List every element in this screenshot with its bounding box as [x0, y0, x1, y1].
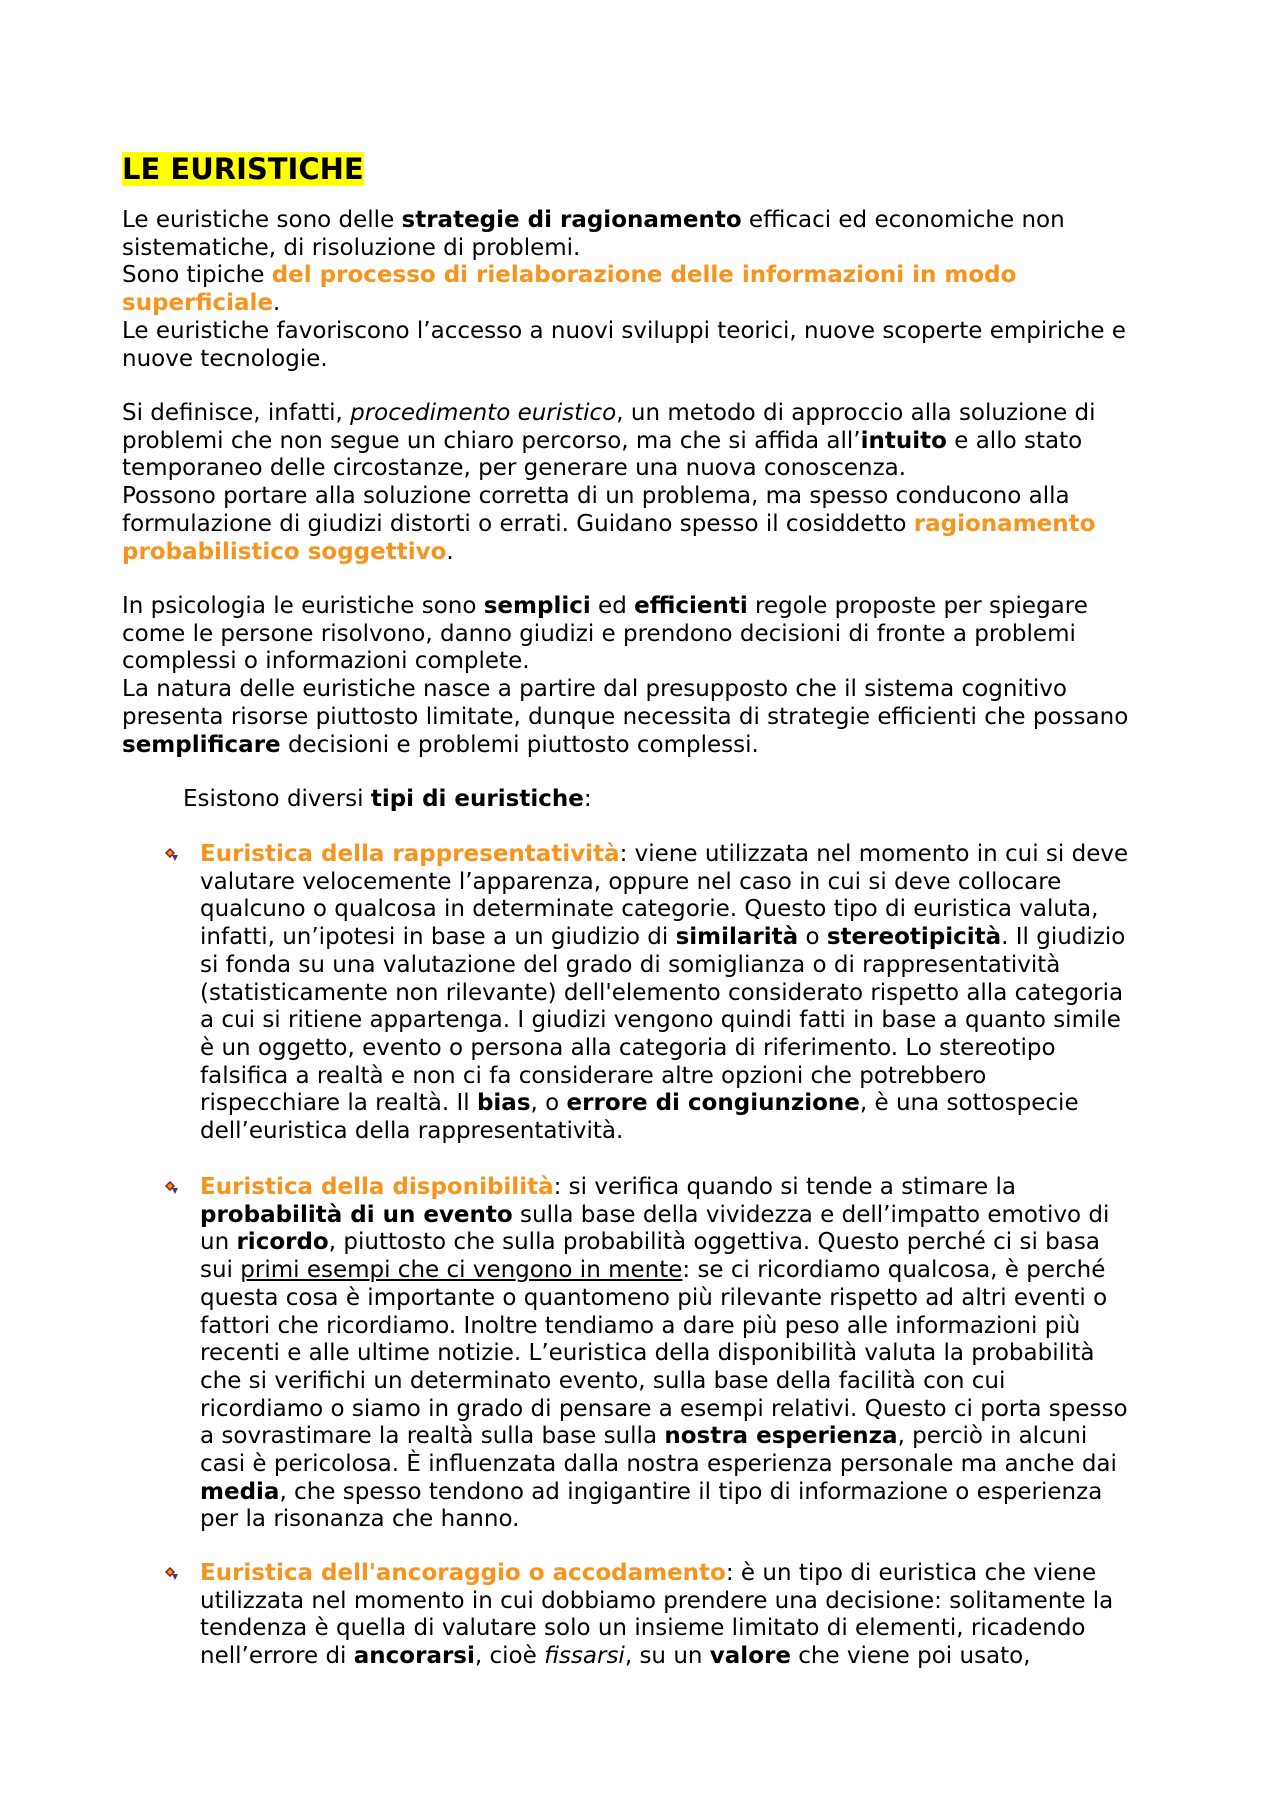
- paragraph-line: [122, 593, 1182, 621]
- bold-text: intuito: [860, 427, 947, 454]
- text-run: complessi o informazioni complete.: [122, 648, 530, 675]
- list-item-text: [200, 841, 1180, 1146]
- text-run: sui: [200, 1257, 241, 1284]
- text-run: qualcuno o qualcosa in determinate categorie. Questo tipo di euristica valuta,: [200, 896, 1099, 923]
- underlined-text: primi esempi che ci vengono in mente: [240, 1257, 683, 1284]
- highlighted-text: superficiale: [122, 290, 274, 317]
- list-item-line: [200, 1202, 1180, 1230]
- text-run: e allo stato: [946, 427, 1083, 454]
- text-run: valutare velocemente l’apparenza, oppure nel caso in cui si deve collocare: [200, 868, 1062, 895]
- list-item-line: [200, 1506, 1180, 1534]
- list-item-line: [200, 1588, 1180, 1616]
- text-run: , è una sottospecie: [859, 1090, 1079, 1117]
- bold-text: semplificare: [122, 731, 281, 758]
- paragraph-line: [122, 621, 1182, 649]
- list-item-text: [200, 1560, 1180, 1671]
- paragraph-line: [122, 318, 1182, 346]
- bold-text: similarità: [675, 924, 799, 951]
- text-run: : viene utilizzata nel momento in cui si deve: [619, 841, 1129, 867]
- list-item-line: [200, 869, 1180, 897]
- bold-text: efficienti: [634, 593, 748, 619]
- paragraph-line: [122, 346, 1182, 374]
- paragraph-line: [122, 676, 1182, 704]
- list-item-line: [200, 1090, 1180, 1118]
- highlighted-text: ragionamento: [913, 510, 1096, 537]
- list-item-line: [200, 924, 1180, 952]
- list-item: [200, 841, 1180, 1146]
- bold-text: ricordo: [236, 1229, 329, 1256]
- bold-text: ancorarsi: [353, 1643, 475, 1670]
- highlighted-text: Euristica dell'ancoraggio o accodamento: [200, 1560, 726, 1586]
- text-run: questa cosa è importante o quantomeno più rilevante rispetto ad altri eventi o: [200, 1284, 1108, 1311]
- paragraph-line: [122, 207, 1182, 235]
- text-run: , piuttosto che sulla probabilità oggettiva. Questo perché ci si basa: [328, 1229, 1100, 1256]
- highlighted-text: Euristica della disponibilità: [200, 1174, 554, 1200]
- list-item-line: [200, 1643, 1180, 1671]
- list-item-line: [200, 1340, 1180, 1368]
- text-run: dell’euristica della rappresentatività.: [200, 1118, 624, 1145]
- paragraph-line: [122, 400, 1182, 428]
- list-item-line: [200, 1451, 1180, 1479]
- text-run: : se ci ricordiamo qualcosa, è perché: [682, 1257, 1106, 1284]
- text-run: recenti e alle ultime notizie. L’euristica della disponibilità valuta la probabilità: [200, 1340, 1095, 1367]
- text-run: Sono tipiche: [122, 262, 272, 289]
- list-item-line: [200, 1118, 1180, 1146]
- text-run: nuove tecnologie.: [122, 345, 328, 372]
- bold-text: stereotipicità: [826, 924, 1002, 951]
- highlighted-text: probabilistico soggettivo: [122, 538, 447, 565]
- list-item-line: [200, 1479, 1180, 1507]
- text-run: Le euristiche favoriscono l’accesso a nuovi sviluppi teorici, nuove scoperte empiriche e: [122, 317, 1126, 344]
- list-item: [200, 1560, 1180, 1671]
- paragraph-line: [122, 732, 1182, 760]
- text-run: , perciò in alcuni: [897, 1423, 1088, 1450]
- text-run: , che spesso tendono ad ingigantire il tipo di informazione o esperienza: [279, 1478, 1103, 1505]
- text-run: per la risonanza che hanno.: [200, 1506, 520, 1533]
- text-run: fattori che ricordiamo. Inoltre tendiamo a dare più peso alle informazioni più: [200, 1312, 1081, 1339]
- text-run: falsifica a realtà e non ci fa considerare altre opzioni che potrebbero: [200, 1062, 987, 1089]
- paragraph: [122, 207, 1182, 373]
- text-run: ed: [590, 593, 635, 619]
- text-run: sistematiche, di risoluzione di problemi.: [122, 234, 581, 261]
- list-item-line: [200, 1313, 1180, 1341]
- text-run: come le persone risolvono, danno giudizi e prendono decisioni di fronte a problemi: [122, 620, 1076, 647]
- bold-text: semplici: [483, 593, 591, 619]
- diamond-arrow-bullet-icon: [163, 1181, 179, 1195]
- bold-text: tipi di euristiche: [370, 786, 584, 812]
- paragraph-line: [122, 704, 1182, 732]
- paragraph-line: [122, 511, 1182, 539]
- list-item-line: [200, 1063, 1180, 1091]
- text-run: In psicologia le euristiche sono: [122, 593, 484, 619]
- text-run: , un metodo di approccio alla soluzione di: [616, 400, 1096, 426]
- text-run: decisioni e problemi piuttosto complessi.: [280, 731, 759, 758]
- text-run: utilizzata nel momento in cui dobbiamo prendere una decisione: solitamente la: [200, 1587, 1114, 1614]
- text-run: Si definisce, infatti,: [122, 400, 351, 426]
- text-run: Possono portare alla soluzione corretta di un problema, ma spesso conducono alla: [122, 483, 1070, 510]
- text-run: si fonda su una valutazione del grado di somiglianza o di rappresentatività: [200, 951, 1061, 978]
- list-item-line: [200, 1229, 1180, 1257]
- diamond-arrow-bullet-icon: [163, 1567, 179, 1581]
- italic-text: procedimento euristico: [350, 400, 617, 426]
- text-run: .: [273, 290, 281, 317]
- text-run: : è un tipo di euristica che viene: [725, 1560, 1097, 1586]
- text-run: nell’errore di: [200, 1643, 354, 1670]
- text-run: . Il giudizio: [1001, 924, 1126, 951]
- page-title-text: LE EURISTICHE: [122, 152, 364, 186]
- text-run: :: [583, 786, 592, 812]
- list-item-text: [200, 1174, 1180, 1534]
- text-run: .: [446, 538, 454, 565]
- list-item-line: [200, 1396, 1180, 1424]
- list-item-line: [200, 1035, 1180, 1063]
- list-item-line: [200, 1174, 1180, 1202]
- paragraph-line: [122, 290, 1182, 318]
- highlighted-text: del processo di rielaborazione delle informazioni in modo: [271, 262, 1017, 289]
- text-run: problemi che non segue un chiaro percorso, ma che si affida all’: [122, 427, 861, 454]
- list-item-line: [200, 1257, 1180, 1285]
- text-run: , cioè: [474, 1643, 545, 1670]
- text-run: : si verifica quando si tende a stimare la: [553, 1174, 1016, 1200]
- text-run: infatti, un’ipotesi in base a un giudizio di: [200, 924, 676, 951]
- list-item-line: [200, 1560, 1180, 1588]
- bold-text: valore: [709, 1643, 791, 1670]
- diamond-arrow-bullet-icon: [163, 848, 179, 862]
- text-run: regole proposte per spiegare: [747, 593, 1088, 619]
- paragraph-line: [122, 648, 1182, 676]
- text-run: formulazione di giudizi distorti o errati. Guidano spesso il cosiddetto: [122, 510, 914, 537]
- text-run: a sovrastimare la realtà sulla base sulla: [200, 1423, 665, 1450]
- bold-text: probabilità di un evento: [200, 1201, 513, 1228]
- text-run: che viene poi usato,: [790, 1643, 1031, 1670]
- bold-text: nostra esperienza: [664, 1423, 898, 1450]
- bold-text: errore di congiunzione: [566, 1090, 860, 1117]
- text-run: sulla base della vividezza e dell’impatto emotivo di: [512, 1201, 1110, 1228]
- text-run: è un oggetto, evento o persona alla categoria di riferimento. Lo stereotipo: [200, 1034, 1056, 1061]
- bold-text: media: [200, 1478, 280, 1505]
- page-title: [122, 151, 364, 187]
- text-run: casi è pericolosa. È influenzata dalla nostra esperienza personale ma anche dai: [200, 1451, 1117, 1478]
- list-item-line: [200, 841, 1180, 869]
- italic-text: fissarsi: [544, 1643, 625, 1670]
- list-intro: [183, 786, 592, 814]
- list-item-line: [200, 1285, 1180, 1313]
- bold-text: bias: [476, 1090, 531, 1117]
- list-item-line: [200, 1007, 1180, 1035]
- text-run: rispecchiare la realtà. Il: [200, 1090, 477, 1117]
- paragraph-line: [122, 483, 1182, 511]
- text-run: , o: [530, 1090, 567, 1117]
- text-run: tendenza è quella di valutare solo un insieme limitato di elementi, ricadendo: [200, 1615, 1086, 1642]
- list-item: [200, 1174, 1180, 1534]
- text-run: che si verifichi un determinato evento, sulla base della facilità con cui: [200, 1367, 1006, 1394]
- text-run: temporaneo delle circostanze, per generare una nuova conoscenza.: [122, 455, 907, 482]
- text-run: , su un: [624, 1643, 710, 1670]
- highlighted-text: Euristica della rappresentatività: [200, 841, 620, 867]
- paragraph-line: [122, 235, 1182, 263]
- text-run: a cui si ritiene appartenga. I giudizi vengono quindi fatti in base a quanto simile: [200, 1007, 1121, 1034]
- bold-text: strategie di ragionamento: [401, 207, 742, 233]
- paragraph-line: [122, 428, 1182, 456]
- text-run: presenta risorse piuttosto limitate, dunque necessita di strategie efficienti che possano: [122, 703, 1129, 730]
- text-run: efficaci ed economiche non: [741, 207, 1065, 233]
- paragraph: [122, 593, 1182, 759]
- text-run: Esistono diversi: [183, 786, 371, 812]
- paragraph: [122, 400, 1182, 566]
- list-item-line: [200, 1615, 1180, 1643]
- paragraph-line: [122, 455, 1182, 483]
- list-item-line: [200, 980, 1180, 1008]
- text-run: o: [798, 924, 827, 951]
- text-run: ricordiamo o siamo in grado di pensare a esempi relativi. Questo ci porta spesso: [200, 1395, 1128, 1422]
- list-item-line: [200, 1423, 1180, 1451]
- text-run: La natura delle euristiche nasce a partire dal presupposto che il sistema cognitivo: [122, 676, 1067, 703]
- list-item-line: [200, 1368, 1180, 1396]
- list-item-line: [200, 952, 1180, 980]
- paragraph-line: [122, 262, 1182, 290]
- text-run: (statisticamente non rilevante) dell'elemento considerato rispetto alla categoria: [200, 979, 1124, 1006]
- list-item-line: [200, 896, 1180, 924]
- text-run: un: [200, 1229, 237, 1256]
- paragraph-line: [122, 539, 1182, 567]
- text-run: Le euristiche sono delle: [122, 207, 402, 233]
